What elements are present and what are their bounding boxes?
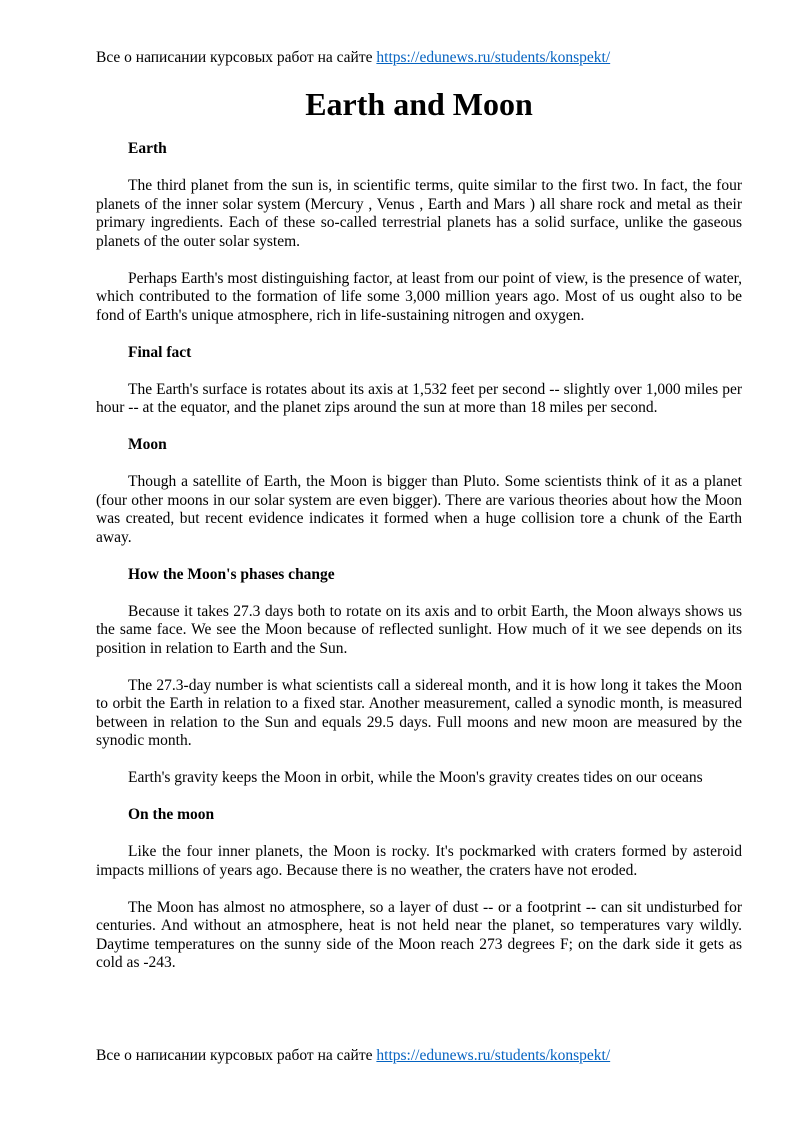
heading-moon: Moon (128, 436, 167, 453)
paragraph-phases-1: Because it takes 27.3 days both to rotate on its axis and to orbit Earth, the Moon always shows us the same face. We see the Moon because of reflected sunlight. How much of it we see depends on its position in relation to Earth and the Sun. (96, 602, 742, 657)
heading-final-fact: Final fact (128, 343, 192, 361)
paragraph-earth-2: Perhaps Earth's most distinguishing factor, at least from our point of view, is the presence of water, which contributed to the formation of life some 3,000 million years ago. Most of us ought also to be fond of Earth's unique atmosphere, rich in life-sustaining nitrogen and oxygen. (96, 269, 742, 324)
paragraph-earth-1: The third planet from the sun is, in scientific terms, quite similar to the first two. In fact, the four planets of the inner solar system (Mercury , Venus , Earth and Mars ) all share rock and metal as their primary ingredients. Each of these so-called terrestrial planets has a solid surface, unlike the gaseous planets of the outer solar system. (96, 177, 742, 250)
paragraph-moon-1: Though a satellite of Earth, the Moon is bigger than Pluto. Some scientists think of it as a planet (four other moons in our solar system are even bigger). There are various theories about how the Moon was created, but recent evidence indicates it formed when a huge collision tore a chunk of the Earth away. (96, 473, 742, 546)
paragraph-phases-2: The 27.3-day number is what scientists call a sidereal month, and it is how long it takes the Moon to orbit the Earth in relation to a fixed star. Another measurement, called a synodic month, is measured between in relation to the Sun and equals 29.5 days. Full moons and new moon are measured by the synodic month. (96, 676, 742, 749)
heading-earth: Earth (128, 140, 167, 157)
page-header (96, 49, 610, 67)
document-body (96, 140, 742, 973)
heading-moon-phases: How the Moon's phases change (128, 565, 335, 583)
page-footer (96, 1047, 610, 1065)
header-link[interactable]: https://edunews.ru/students/konspekt/ (376, 49, 611, 66)
document-title: Earth and Moon (305, 86, 533, 122)
heading-on-the-moon: On the moon (128, 806, 215, 823)
paragraph-phases-3: Earth's gravity keeps the Moon in orbit, while the Moon's gravity creates tides on our oceans (128, 769, 703, 786)
paragraph-on-the-moon-1: Like the four inner planets, the Moon is rocky. It's pockmarked with craters formed by asteroid impacts millions of years ago. Because there is no weather, the craters have not eroded. (96, 843, 742, 879)
document-page (96, 0, 742, 1131)
header-prefix-text: Все о написании курсовых работ на сайте (96, 49, 377, 66)
footer-prefix-text: Все о написании курсовых работ на сайте (96, 1047, 377, 1064)
paragraph-on-the-moon-2: The Moon has almost no atmosphere, so a layer of dust -- or a footprint -- can sit undisturbed for centuries. And without an atmosphere, heat is not held near the planet, so temperatures vary wildly. Daytime temperatures on the sunny side of the Moon reach 273 degrees F; on the dark side it gets as cold as -243. (96, 898, 742, 971)
footer-link[interactable]: https://edunews.ru/students/konspekt/ (376, 1047, 611, 1064)
paragraph-final-fact-1: The Earth's surface is rotates about its axis at 1,532 feet per second -- slightly over 1,000 miles per hour -- at the equator, and the planet zips around the sun at more than 18 miles per second. (96, 380, 742, 416)
